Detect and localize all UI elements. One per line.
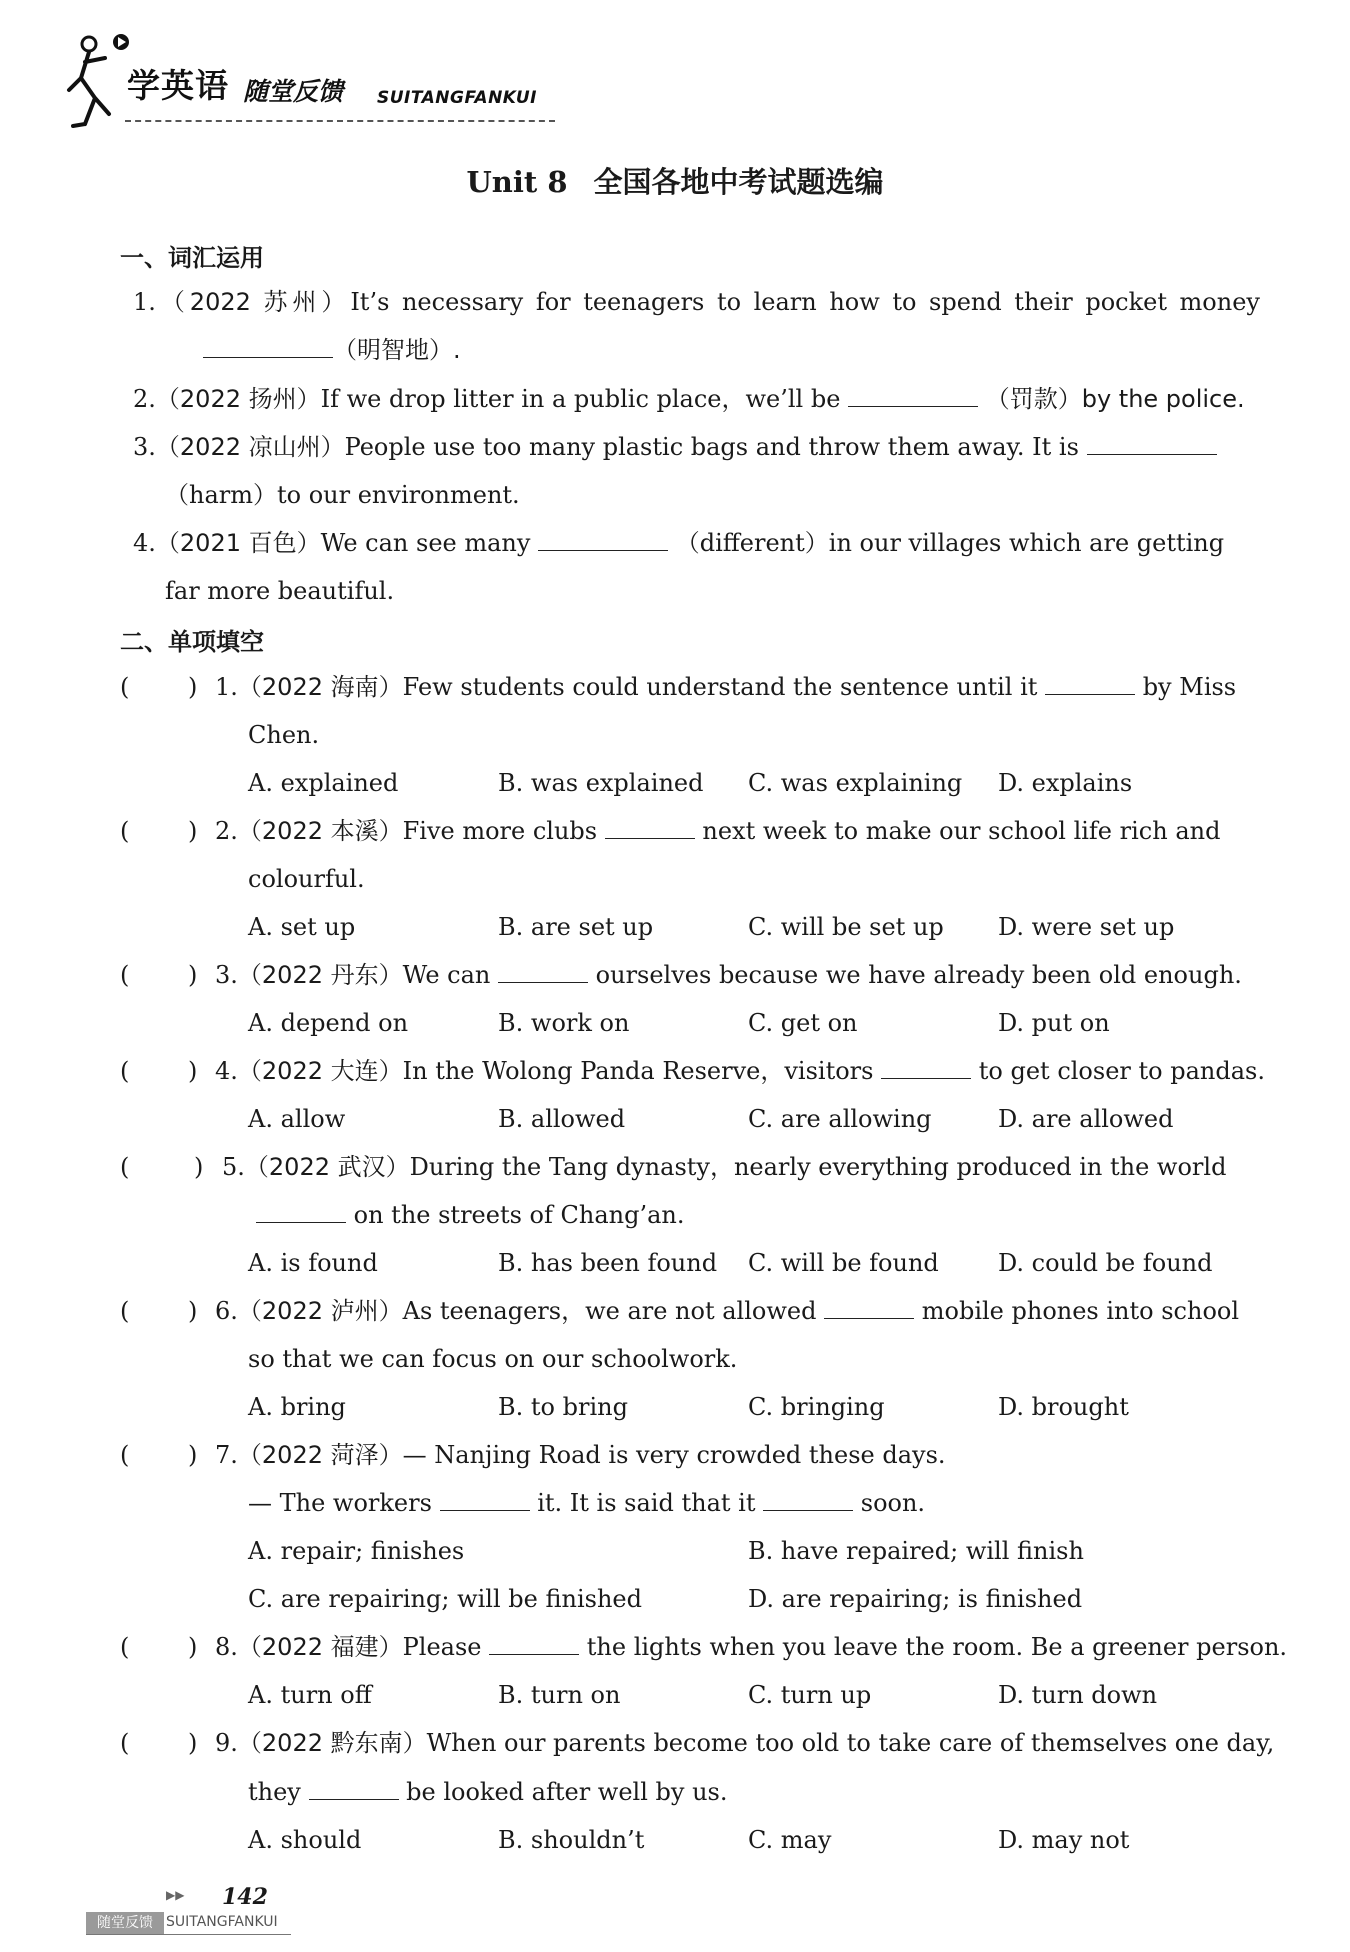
option-d[interactable]: D. put on xyxy=(998,1009,1110,1037)
section-heading-vocabulary: 一、词汇运用 xyxy=(120,244,264,272)
option-d[interactable]: D. were set up xyxy=(998,913,1175,941)
header-divider xyxy=(125,120,555,122)
footer-underline xyxy=(86,1934,291,1935)
answer-blank[interactable] xyxy=(1045,672,1135,695)
option-c[interactable]: C. turn up xyxy=(748,1681,872,1709)
s1-q1-line1: 1.（2022 苏州）It’s necessary for teenagers to learn how to spend their pocket money xyxy=(133,288,1260,316)
s2-q9-line1: 9.（2022 黔东南）When our parents become too old to take care of themselves one day, xyxy=(215,1729,1275,1757)
option-b[interactable]: B. allowed xyxy=(498,1105,626,1133)
s2-q2-line2: colourful. xyxy=(248,865,365,893)
option-a[interactable]: A. is found xyxy=(248,1249,378,1277)
answer-blank[interactable] xyxy=(440,1488,530,1511)
option-b[interactable]: B. turn on xyxy=(498,1681,621,1709)
page-title xyxy=(0,160,1350,201)
option-b[interactable]: B. have repaired; will finish xyxy=(748,1537,1084,1565)
s2-q1-line1: 1.（2022 海南）Few students could understand the sentence until it by Miss xyxy=(215,673,1237,701)
option-c[interactable]: C. are allowing xyxy=(748,1105,932,1133)
double-arrow-icon: ▶▶ xyxy=(166,1888,185,1902)
option-a[interactable]: A. set up xyxy=(248,913,356,941)
page-header xyxy=(55,28,575,138)
runner-logo-icon xyxy=(55,28,135,138)
option-b[interactable]: B. shouldn’t xyxy=(498,1826,645,1854)
option-c[interactable]: C. will be set up xyxy=(748,913,944,941)
s2-q2-line1: 2.（2022 本溪）Five more clubs next week to make our school life rich and xyxy=(215,817,1221,845)
option-c[interactable]: C. are repairing; will be finished xyxy=(248,1585,642,1613)
answer-blank[interactable] xyxy=(256,1200,346,1223)
answer-blank[interactable] xyxy=(881,1056,971,1079)
option-a[interactable]: A. allow xyxy=(248,1105,346,1133)
footer-brand xyxy=(86,1912,291,1934)
brand-chinese: 学英语 xyxy=(127,66,229,105)
footer-brand-box: 随堂反馈 xyxy=(86,1912,164,1934)
option-b[interactable]: B. are set up xyxy=(498,913,654,941)
s2-q5-line1: 5.（2022 武汉）During the Tang dynasty，nearly everything produced in the world xyxy=(222,1153,1227,1181)
option-c[interactable]: C. was explaining xyxy=(748,769,963,797)
unit-name: 全国各地中考试题选编 xyxy=(593,165,884,199)
option-a[interactable]: A. explained xyxy=(248,769,399,797)
option-c[interactable]: C. may xyxy=(748,1826,832,1854)
s2-q4-line1: 4.（2022 大连）In the Wolong Panda Reserve，visitors to get closer to pandas. xyxy=(215,1057,1265,1085)
section-heading-multiple-choice: 二、单项填空 xyxy=(120,628,264,656)
option-b[interactable]: B. to bring xyxy=(498,1393,628,1421)
s2-q5-line2: on the streets of Chang’an. xyxy=(256,1200,684,1230)
option-d[interactable]: D. explains xyxy=(998,769,1133,797)
option-a[interactable]: A. repair; finishes xyxy=(248,1537,465,1565)
s1-q2-line1: 2.（2022 扬州）If we drop litter in a public place，we’ll be （罚款）by the police. xyxy=(133,385,1245,413)
option-d[interactable]: D. may not xyxy=(998,1826,1130,1854)
s2-q7-line2: — The workers it. It is said that it soon. xyxy=(248,1489,926,1517)
brand-english: SUITANGFANKUI xyxy=(377,88,537,108)
s2-q1-line2: Chen. xyxy=(248,721,320,749)
option-b[interactable]: B. has been found xyxy=(498,1249,718,1277)
unit-label: Unit 8 xyxy=(466,165,568,199)
answer-blank[interactable] xyxy=(498,960,588,983)
answer-blank[interactable] xyxy=(203,335,333,358)
answer-blank[interactable] xyxy=(1087,432,1217,455)
s2-q7-line1: 7.（2022 菏泽）— Nanjing Road is very crowded these days. xyxy=(215,1441,946,1469)
option-d[interactable]: D. turn down xyxy=(998,1681,1158,1709)
option-d[interactable]: D. are repairing; is finished xyxy=(748,1585,1083,1613)
brand-chinese-secondary: 随堂反馈 xyxy=(243,77,344,106)
option-d[interactable]: D. could be found xyxy=(998,1249,1213,1277)
answer-blank[interactable] xyxy=(538,528,668,551)
option-a[interactable]: A. bring xyxy=(248,1393,346,1421)
page-number: 142 xyxy=(222,1884,268,1910)
s1-q3-line2: （harm）to our environment. xyxy=(165,481,520,509)
option-d[interactable]: D. are allowed xyxy=(998,1105,1174,1133)
footer-brand-english: SUITANGFANKUI xyxy=(166,1914,278,1930)
answer-blank[interactable] xyxy=(489,1632,579,1655)
answer-blank[interactable] xyxy=(824,1296,914,1319)
option-b[interactable]: B. was explained xyxy=(498,769,704,797)
s1-q4-line1: 4.（2021 百色）We can see many （different）in our villages which are getting xyxy=(133,529,1225,557)
option-a[interactable]: A. depend on xyxy=(248,1009,409,1037)
s1-q1-line2: （明智地）. xyxy=(203,335,461,365)
s1-q4-line2: far more beautiful. xyxy=(165,577,395,605)
s2-q8-line1: 8.（2022 福建）Please the lights when you leave the room. Be a greener person. xyxy=(215,1633,1288,1661)
answer-blank[interactable] xyxy=(848,384,978,407)
worksheet-page: 学英语 随堂反馈 SUITANGFANKUI Unit 8 全国各地中考试题选编 一、词汇运用 1.（2022 苏州）It’s necessary for teenagers to learn how to spend their pocket money （明智地）. 2.（2022 扬州）If we drop litter in a public place，we’ll be （罚款）by the police. 3.（2022 凉山州）People use too many plastic bags and throw them away. It is （harm）to our environment. 4.（2021 百色）We can see many （different）in our villages which are getting far more beautiful. 二、单项填空 ( ) 1.（2022 海南）Few students could understand the sentence until it by Miss Chen. A. explained B. was explained C. was explaining D. explains ( ) 2.（2022 本溪）Five more clubs next week to make our school life rich and colourful. A. set up B. are set up C. will be set up D. were set up ( ) 3.（2022 丹东）We can ourselves because we have already been old enough. A. depend on B. work on C. get on D. put on ( ) 4.（2022 大连）In the Wolong Panda Reserve，visitors to get closer to pandas. A. allow B. allowed C. are allowing D. are allowed ( ) 5.（2022 武汉）During the Tang dynasty，nearly everything produced in the world on the streets of Chang’an. A. is found B. has been found C. will be found D. could be found ( ) 6.（2022 泸州）As teenagers，we are not allowed mobile phones into school so that we can focus on our schoolwork. A. bring B. to bring C. bringing D. brought ( ) 7.（2022 菏泽）— Nanjing Road is very crowded these days. — The workers it. It is said that it soon. A. repair; finishes B. have repaired; will finish C. are repairing; will be finished D. are repairing; is finished ( ) 8.（2022 福建）Please the lights when you leave the room. Be a greener person. A. turn off B. turn on C. turn up D. turn down ( ) 9.（2022 黔东南）When our parents become too old to take care of themselves one day, they be looked after well by us. A. should B. shouldn’t C. may D. may not ▶▶ 142 随堂反馈 SUITANGFANKUI xyxy=(0,0,1350,1952)
option-c[interactable]: C. will be found xyxy=(748,1249,939,1277)
option-d[interactable]: D. brought xyxy=(998,1393,1129,1421)
s2-q6-line1: 6.（2022 泸州）As teenagers，we are not allowed mobile phones into school xyxy=(215,1297,1240,1325)
answer-blank[interactable] xyxy=(763,1488,853,1511)
s2-q3-line1: 3.（2022 丹东）We can ourselves because we have already been old enough. xyxy=(215,961,1242,989)
option-a[interactable]: A. turn off xyxy=(248,1681,372,1709)
option-c[interactable]: C. bringing xyxy=(748,1393,885,1421)
answer-blank[interactable] xyxy=(605,816,695,839)
option-c[interactable]: C. get on xyxy=(748,1009,858,1037)
answer-blank[interactable] xyxy=(309,1777,399,1800)
option-b[interactable]: B. work on xyxy=(498,1009,630,1037)
s1-q3-line1: 3.（2022 凉山州）People use too many plastic bags and throw them away. It is xyxy=(133,432,1217,462)
option-a[interactable]: A. should xyxy=(248,1826,362,1854)
s2-q6-line2: so that we can focus on our schoolwork. xyxy=(248,1345,738,1373)
s2-q9-line2: they be looked after well by us. xyxy=(248,1778,728,1806)
